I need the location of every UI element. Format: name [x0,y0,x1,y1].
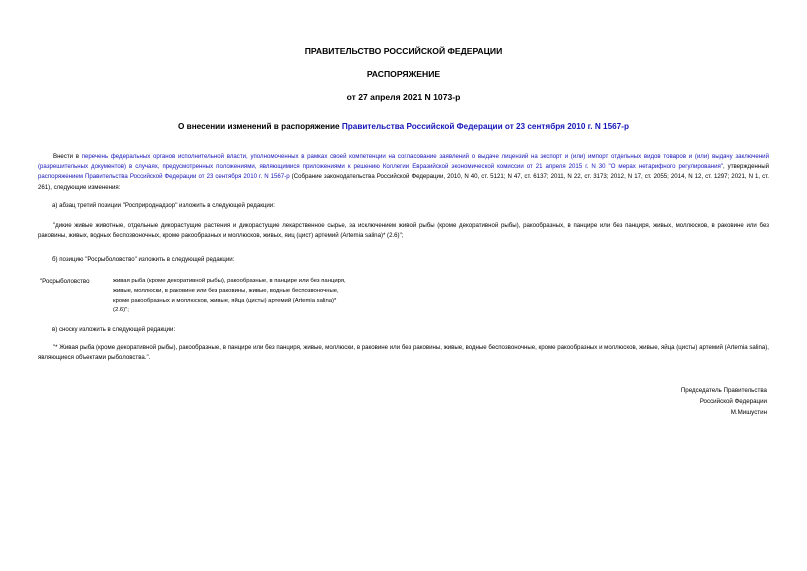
quote-a-text: "дикие живые животные, отдельные дикорастущие растения и дикорастущие лекарственное сырье, за исключением живой рыбы (кроме декоративной рыбы), ракообразных, в панцире или без панциря, живых, моллюсков, в раковине или без раковины, живых, водных беспозвоночных, кроме ракообразных и моллюсков, живых, яиц (цист) артемий (Artemia salina)* (2.6)"; [38,222,769,240]
position-description: живая рыба (кроме декоративной рыбы), ракообразные, в панцире или без панциря, живые, моллюски, в раковине или без раковины, живые, водные беспозвоночные, кроме ракообразных и моллюсков, живые, яйца (цисты) артемий (Artemia salina)* (2.6)"; [113,278,346,314]
title-prefix: О внесении изменений в распоряжение [178,122,342,131]
position-name: "Росрыболовство [40,278,90,285]
item-b: б) позицию "Росрыболовство" изложить в следующей редакции: [52,256,235,263]
intro-text-2: , утвержденный [722,163,769,171]
intro-text-3: (Собрание законодательства Российской Федерации, 2010, N 40, ст. 5121; N 47, ст. 6137; 2011, N 22, ст. 3173; 2012, N 17, ст. 2055; 2014, N 12, ст. 1297; 2021, N 1, ст. 261), следующие изменения: [38,173,769,191]
quote-c-text: "* Живая рыба (кроме декоративной рыбы), ракообразные, в панцире или без панциря, живые, моллюски, в раковине или без раковины, живые, водные беспозвоночные, кроме ракообразных и моллюсков, живые, яйца (цисты) артемий (Artemia salina), являющиеся объектами рыболовства.". [38,344,769,362]
signature-org: Российской Федерации [699,398,767,405]
intro-link-order[interactable]: распоряжением Правительства Российской Федерации от 23 сентября 2010 г. N 1567-р [38,173,290,181]
quote-c [38,343,769,363]
signature-title: Председатель Правительства [680,387,767,394]
title-link[interactable]: Правительства Российской Федерации от 23 сентября 2010 г. N 1567-р [341,122,629,131]
intro-text-1: Внести в [53,153,82,160]
signature-name: М.Мишустин [730,409,767,416]
document-kind-heading: РАСПОРЯЖЕНИЕ [366,69,441,79]
quote-a [38,221,769,241]
government-heading: ПРАВИТЕЛЬСТВО РОССИЙСКОЙ ФЕДЕРАЦИИ [304,46,503,56]
item-c: в) сноску изложить в следующей редакции: [52,326,176,333]
intro-paragraph [38,152,769,193]
item-a: а) абзац третий позиции "Росприроднадзор" изложить в следующей редакции: [52,202,275,209]
date-number-heading: от 27 апреля 2021 N 1073-р [346,92,461,102]
document-title [0,122,807,131]
intro-link-list[interactable]: перечень федеральных органов исполнительной власти, уполномоченных в рамках своей компетенции на согласование заявлений о выдаче лицензий на экспорт и (или) импорт отдельных видов товаров и (или) выдачу заключений (разрешительных документов) в случаях, предусмотренных положениями, являющимися приложениями к решению Коллегии Евразийской экономической комиссии от 21 апреля 2015 г. N 30 "О мерах нетарифного регулирования" [38,153,769,171]
